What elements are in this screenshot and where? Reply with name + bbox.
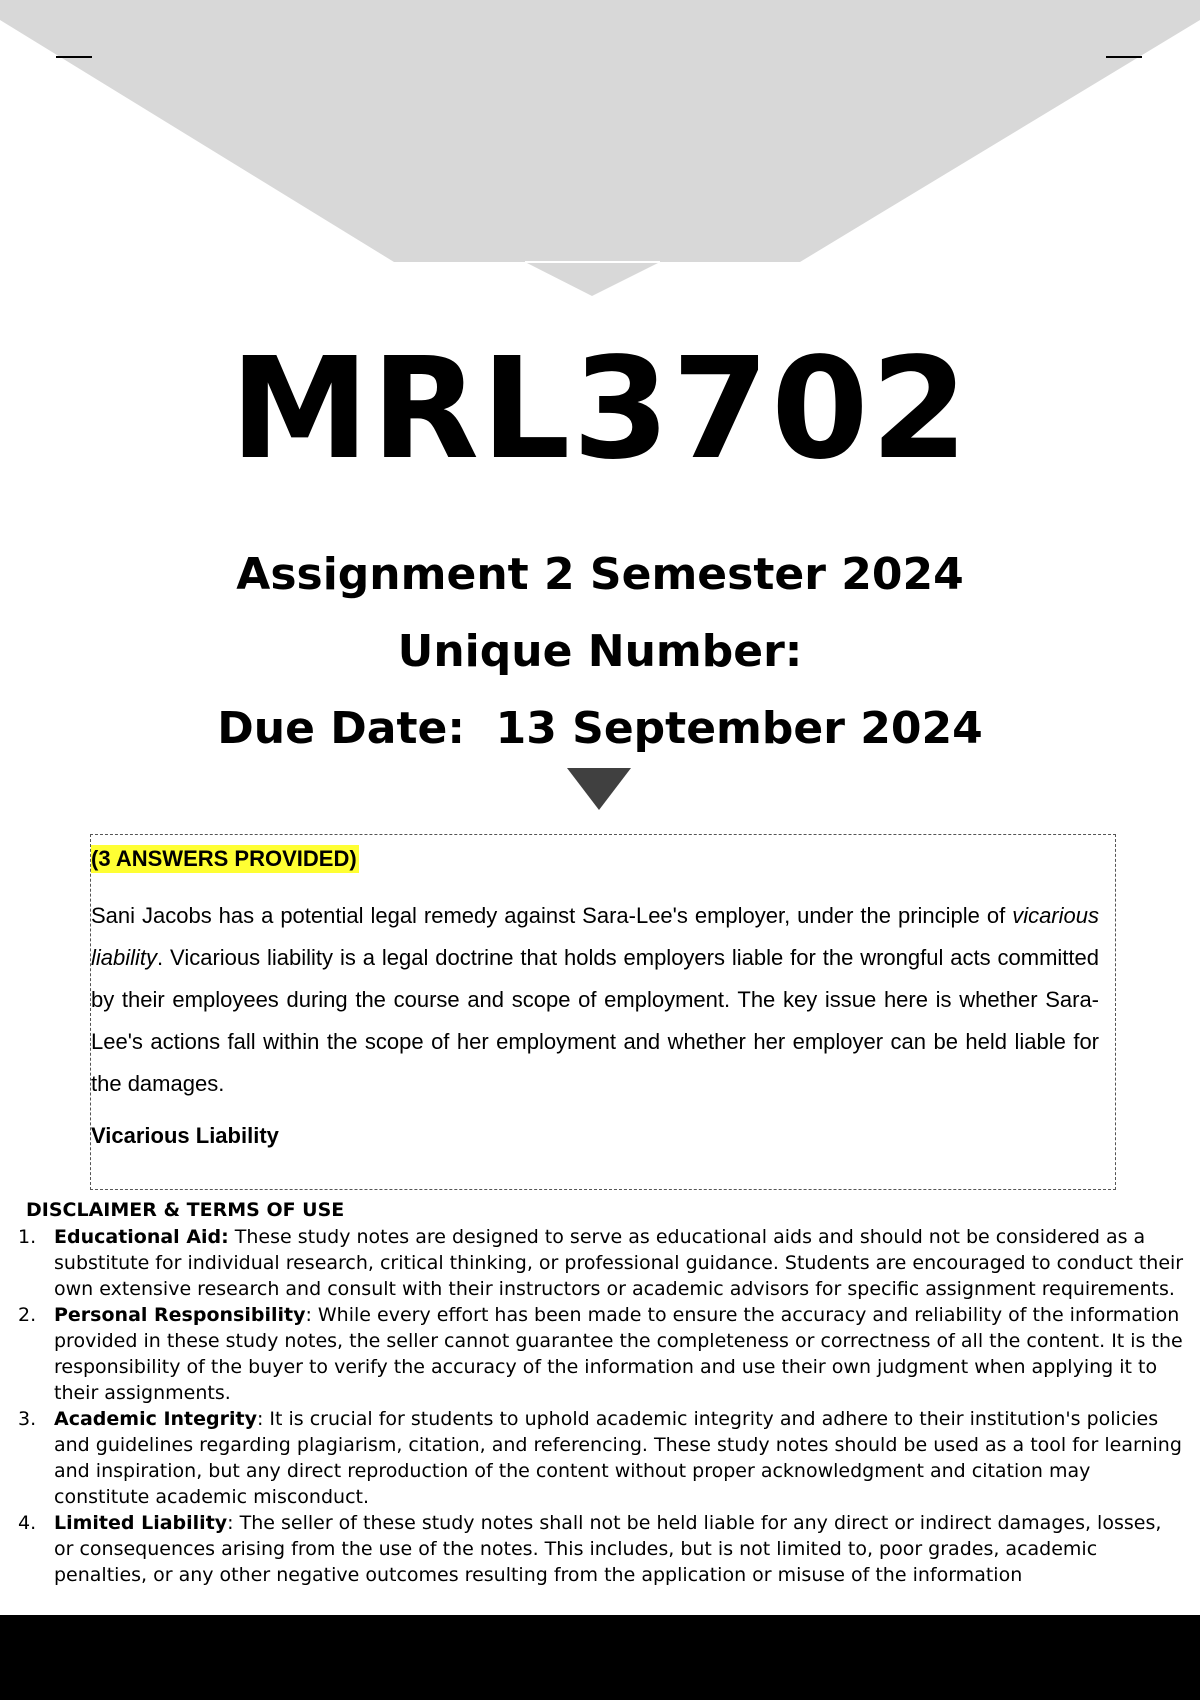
term-text: : It is crucial for students to uphold academic integrity and adhere to their institution's policies and guidelines regarding plagiarism, citation, and referencing. These study notes should be used as a tool for learning and inspiration, but any direct reproduction of the content without proper acknowledgment and citation may constitute academic misconduct. [54,1408,1182,1508]
term-item-limited-liability [0,1510,1200,1588]
answer-text-italic: vicarious liability [91,903,1099,970]
term-heading: Academic Integrity [54,1408,257,1430]
term-heading: Personal Responsibility [54,1304,306,1326]
term-item-academic-integrity [0,1406,1200,1510]
course-code-title: MRL3702 [230,328,970,491]
disclaimer-title: DISCLAIMER & TERMS OF USE [26,1199,345,1221]
term-text: : The seller of these study notes shall not be held liable for any direct or indirect damages, losses, or consequences arising from the use of the notes. This includes, but is not limited to, poor grades, academic penalties, or any other negative outcomes resulting from the application or misuse of the information [54,1512,1162,1586]
term-item-educational-aid [0,1224,1200,1302]
vicarious-liability-heading: Vicarious Liability [91,1123,279,1148]
header-rule-right [1106,56,1142,58]
assignment-line: Assignment 2 Semester 2024 [236,549,964,600]
term-number: 2. [18,1304,37,1326]
answers-provided-badge: (3 ANSWERS PROVIDED) [91,846,357,871]
down-triangle-icon [567,768,631,810]
unique-number-line: Unique Number: [397,626,803,677]
term-number: 1. [18,1226,37,1248]
answer-preview-box [90,834,1116,1190]
due-date-line: Due Date: 13 September 2024 [217,703,983,754]
term-item-personal-responsibility [0,1302,1200,1406]
bottom-black-bar [0,1615,1200,1700]
term-heading: Limited Liability [54,1512,228,1534]
answer-paragraph [91,895,1099,1105]
term-text: These study notes are designed to serve as educational aids and should not be considered as a substitute for individual research, critical thinking, or professional guidance. Students are encouraged to conduct their own extensive research and consult with their instructors or academic advisors for specific assignment requirements. [54,1226,1184,1300]
term-number: 3. [18,1408,37,1430]
term-number: 4. [18,1512,37,1534]
header-rule-left [56,56,92,58]
answer-text-start: Sani Jacobs has a potential legal remedy against Sara-Lee's employer, under the principle of [91,903,1013,928]
top-banner-graphic [0,0,1200,300]
answer-text-rest: . Vicarious liability is a legal doctrine that holds employers liable for the wrongful acts committed by their employees during the course and scope of employment. The key issue here is whether Sara-Lee's actions fall within the scope of her employment and whether her employer can be held liable for the damages. [91,945,1099,1096]
term-heading: Educational Aid: [54,1226,229,1248]
terms-list [0,1224,1200,1588]
term-text: : While every effort has been made to ensure the accuracy and reliability of the information provided in these study notes, the seller cannot guarantee the completeness or correctness of all the content. It is the responsibility of the buyer to verify the accuracy of the information and use their own judgment when applying it to their assignments. [54,1304,1183,1404]
